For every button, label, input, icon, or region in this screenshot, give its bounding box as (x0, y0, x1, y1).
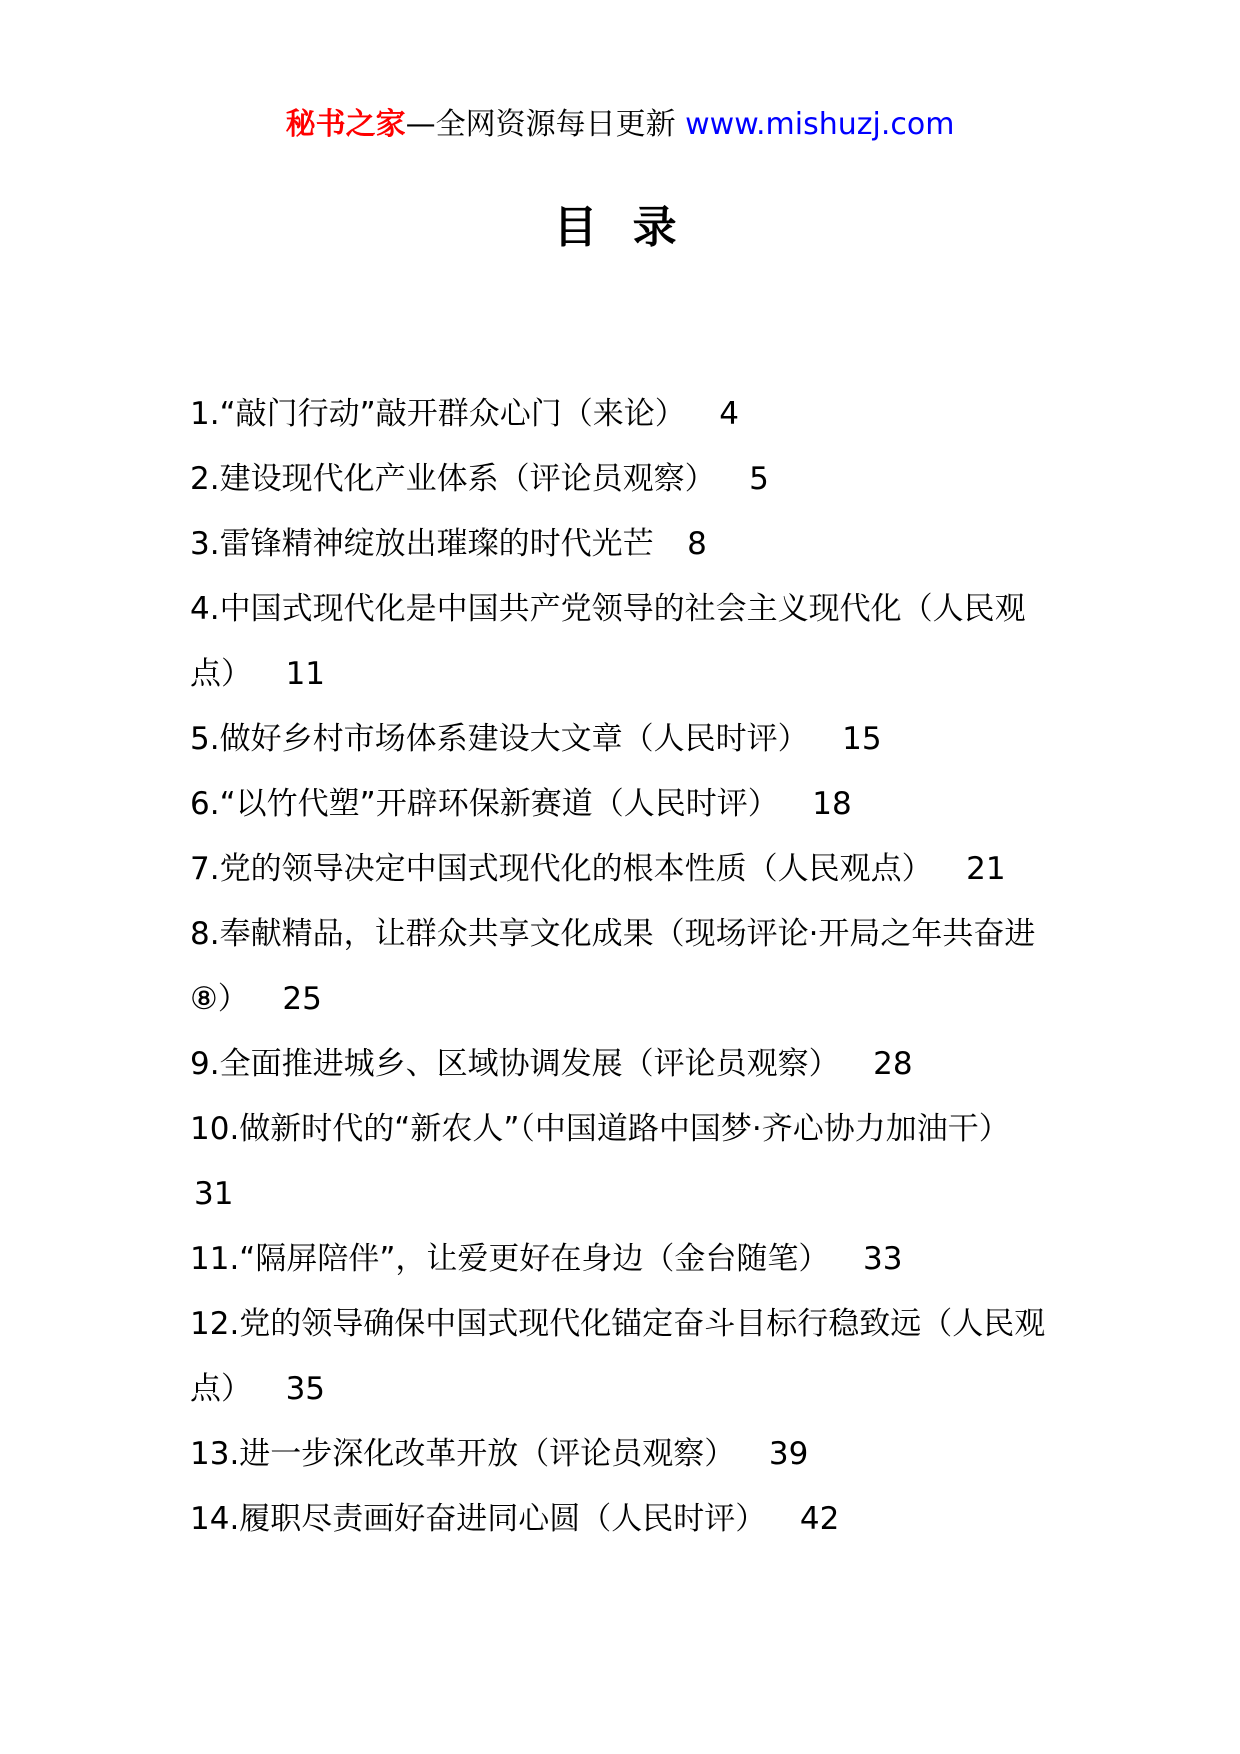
toc-entry-page-number: 11 (285, 656, 326, 692)
toc-entry-title: 13.进一步深化改革开放（评论员观察） (190, 1436, 736, 1472)
toc-entry-page-number: 21 (966, 851, 1006, 887)
toc-entry-title: 8.奉献精品，让群众共享文化成果（现场评论·开局之年共奋进⑧） (190, 916, 1036, 1017)
toc-entry-page-number: 28 (873, 1046, 913, 1082)
toc-entry[interactable] (190, 382, 1058, 447)
table-of-contents (190, 382, 1058, 1552)
toc-entry-title: 7.党的领导决定中国式现代化的根本性质（人民观点） (190, 851, 933, 887)
toc-entry-page-number: 8 (687, 526, 707, 562)
toc-entry[interactable] (190, 1292, 1058, 1422)
toc-entry[interactable] (190, 447, 1058, 512)
toc-entry[interactable] (190, 1032, 1058, 1097)
toc-entry[interactable] (190, 772, 1058, 837)
toc-entry-title: 5.做好乡村市场体系建设大文章（人民时评） (190, 721, 809, 757)
toc-entry[interactable] (190, 1487, 1058, 1552)
toc-entry-title: 4.中国式现代化是中国共产党领导的社会主义现代化（人民观点） (190, 591, 1026, 692)
toc-entry-page-number: 18 (812, 786, 852, 822)
toc-entry[interactable] (190, 512, 1058, 577)
toc-entry[interactable] (190, 1097, 1058, 1227)
toc-entry-page-number: 5 (749, 461, 769, 497)
toc-entry[interactable] (190, 1227, 1058, 1292)
toc-entry-title: 3.雷锋精神绽放出璀璨的时代光芒 (190, 526, 654, 562)
toc-entry[interactable] (190, 577, 1058, 707)
toc-entry-page-number: 4 (719, 396, 739, 432)
toc-entry-title: 11.“隔屏陪伴”，让爱更好在身边（金台随笔） (190, 1241, 830, 1277)
toc-entry[interactable] (190, 1422, 1058, 1487)
toc-entry[interactable] (190, 902, 1058, 1032)
toc-entry-title: 1.“敲门行动”敲开群众心门（来论） (190, 396, 686, 432)
brand-name: 秘书之家 (285, 107, 406, 142)
brand-tagline: —全网资源每日更新 (405, 107, 676, 142)
toc-entry-title: 14.履职尽责画好奋进同心圆（人民时评） (190, 1501, 767, 1537)
toc-entry-title: 6.“以竹代塑”开辟环保新赛道（人民时评） (190, 786, 779, 822)
toc-entry-page-number: 15 (842, 721, 882, 757)
toc-entry-title: 2.建设现代化产业体系（评论员观察） (190, 461, 716, 497)
site-url-link[interactable]: www.mishuzj.com (685, 107, 955, 142)
toc-entry-title: 10.做新时代的“新农人”（中国道路中国梦·齐心协力加油干） (190, 1111, 1010, 1147)
toc-entry-page-number: 42 (799, 1501, 840, 1537)
toc-entry-page-number: 33 (862, 1241, 903, 1277)
page-title: 目 录 (553, 202, 687, 253)
toc-entry-page-number: 35 (285, 1371, 326, 1407)
toc-entry-page-number: 31 (194, 1176, 234, 1212)
toc-entry[interactable] (190, 837, 1058, 902)
toc-entry-page-number: 39 (768, 1436, 809, 1472)
toc-entry-title: 12.党的领导确保中国式现代化锚定奋斗目标行稳致远（人民观点） (190, 1306, 1046, 1407)
site-banner (0, 100, 1240, 150)
toc-entry-title: 9.全面推进城乡、区域协调发展（评论员观察） (190, 1046, 840, 1082)
toc-entry[interactable] (190, 707, 1058, 772)
toc-entry-page-number: 25 (282, 981, 322, 1017)
